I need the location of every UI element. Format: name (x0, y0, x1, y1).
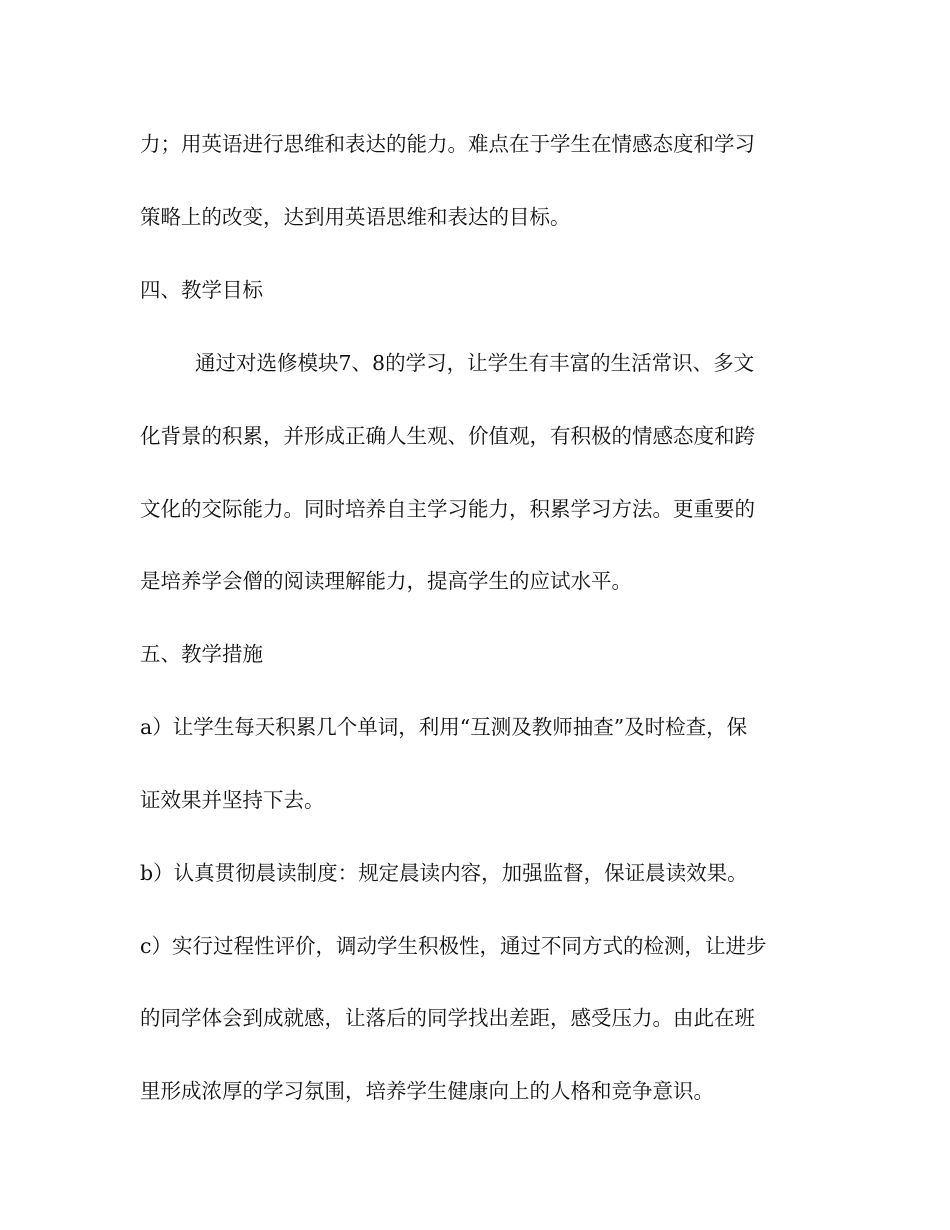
paragraph-line: 文化的交际能力。同时培养自主学习能力，积累学习方法。更重要的 (140, 497, 755, 521)
paragraph-line: 是培养学会僧的阅读理解能力，提高学生的应试水平。 (140, 569, 632, 593)
paragraph-line: 化背景的积累，并形成正确人生观、价值观，有积极的情感态度和跨 (140, 424, 755, 448)
section-heading-objectives: 四、教学目标 (140, 278, 263, 302)
paragraph-line: 力；用英语进行思维和表达的能力。难点在于学生在情感态度和学习 (140, 132, 755, 156)
list-item-c-continued: 里形成浓厚的学习氛围，培养学生健康向上的人格和竞争意识。 (140, 1079, 714, 1103)
list-item-a-continued: 证效果并坚持下去。 (140, 788, 325, 812)
list-item-c: c）实行过程性评价，调动学生积极性，通过不同方式的检测，让进步 (140, 934, 767, 958)
list-item-b: b）认真贯彻晨读制度：规定晨读内容，加强监督，保证晨读效果。 (140, 861, 748, 885)
list-item-a: a）让学生每天积累几个单词，利用“互测及教师抽查”及时检查，保 (140, 715, 748, 739)
paragraph-line: 策略上的改变，达到用英语思维和表达的目标。 (140, 205, 571, 229)
paragraph-line: 通过对选修模块7、8的学习，让学生有丰富的生活常识、多文 (195, 351, 755, 375)
section-heading-measures: 五、教学措施 (140, 642, 263, 666)
list-item-c-continued: 的同学体会到成就感，让落后的同学找出差距，感受压力。由此在班 (140, 1006, 755, 1030)
